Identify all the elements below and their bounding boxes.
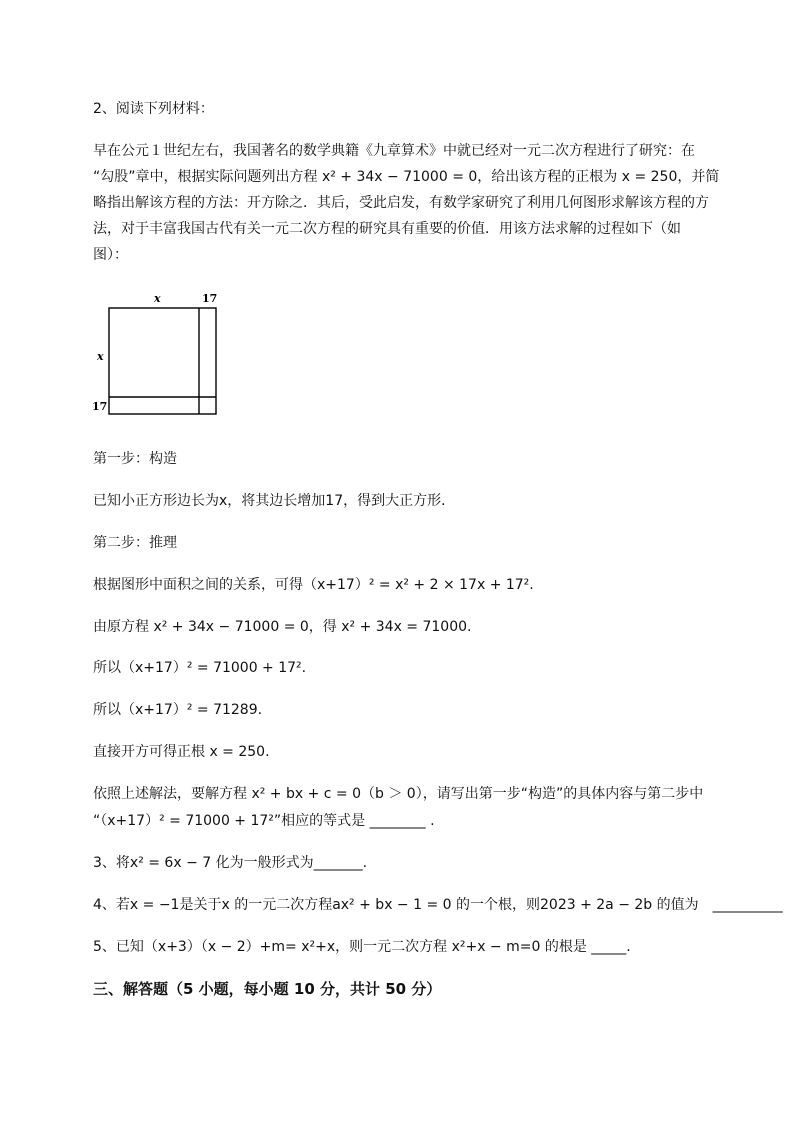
large-square — [109, 308, 216, 414]
label-x-top: x — [154, 292, 161, 305]
question-2-prompt: “（x+17）² = 71000 + 17²”相应的等式是 ________ . — [93, 813, 435, 829]
material-line: “勾股”章中，根据实际问题列出方程 x² + 34x − 71000 = 0，给出该方程的正根为 x = 250，并简 — [93, 169, 720, 185]
reasoning-line: 所以（x+17）² = 71000 + 17². — [93, 660, 307, 676]
question-2-heading: 2、阅读下列材料： — [93, 101, 214, 117]
step-1-heading: 第一步：构造 — [93, 451, 177, 467]
question-3: 3、将x² = 6x − 7 化为一般形式为_______. — [93, 855, 368, 871]
section-3-heading: 三、解答题（5 小题，每小题 10 分，共计 50 分） — [93, 980, 442, 998]
question-2-prompt: 依照上述解法，要解方程 x² + bx + c = 0（b ＞ 0），请写出第一步“构造”的具体内容与第二步中 — [93, 786, 704, 802]
label-17-top: 17 — [202, 292, 218, 305]
reasoning-line: 根据图形中面积之间的关系，可得（x+17）² = x² + 2 × 17x + 17². — [93, 577, 534, 593]
step-1-text: 已知小正方形边长为x，将其边长增加17，得到大正方形． — [93, 493, 456, 509]
question-4: 4、若x = −1是关于x 的一元二次方程ax² + bx − 1 = 0 的一个根，则2023 + 2a − 2b 的值为 __________ — [93, 897, 783, 913]
material-line: 图）： — [93, 247, 128, 263]
reasoning-line: 所以（x+17）² = 71289. — [93, 702, 263, 718]
reasoning-line: 直接开方可得正根 x = 250. — [93, 744, 270, 760]
label-17-left: 17 — [92, 400, 108, 413]
material-line: 早在公元１世纪左右，我国著名的数学典籍《九章算术》中就已经对一元二次方程进行了研究：在 — [93, 143, 695, 159]
material-line: 法，对于丰富我国古代有关一元二次方程的研究具有重要的价值．用该方法求解的过程如下（如 — [93, 221, 681, 237]
square-figure — [88, 288, 228, 420]
step-2-heading: 第二步：推理 — [93, 535, 177, 551]
label-x-left: x — [97, 350, 104, 363]
question-5: 5、已知（x+3）（x − 2）+m= x²+x，则一元二次方程 x²+x − m=0 的根是 _____. — [93, 939, 631, 955]
reasoning-line: 由原方程 x² + 34x − 71000 = 0，得 x² + 34x = 71000. — [93, 619, 472, 635]
material-line: 略指出解该方程的方法：开方除之．其后，受此启发，有数学家研究了利用几何图形求解该方程的方 — [93, 195, 709, 211]
